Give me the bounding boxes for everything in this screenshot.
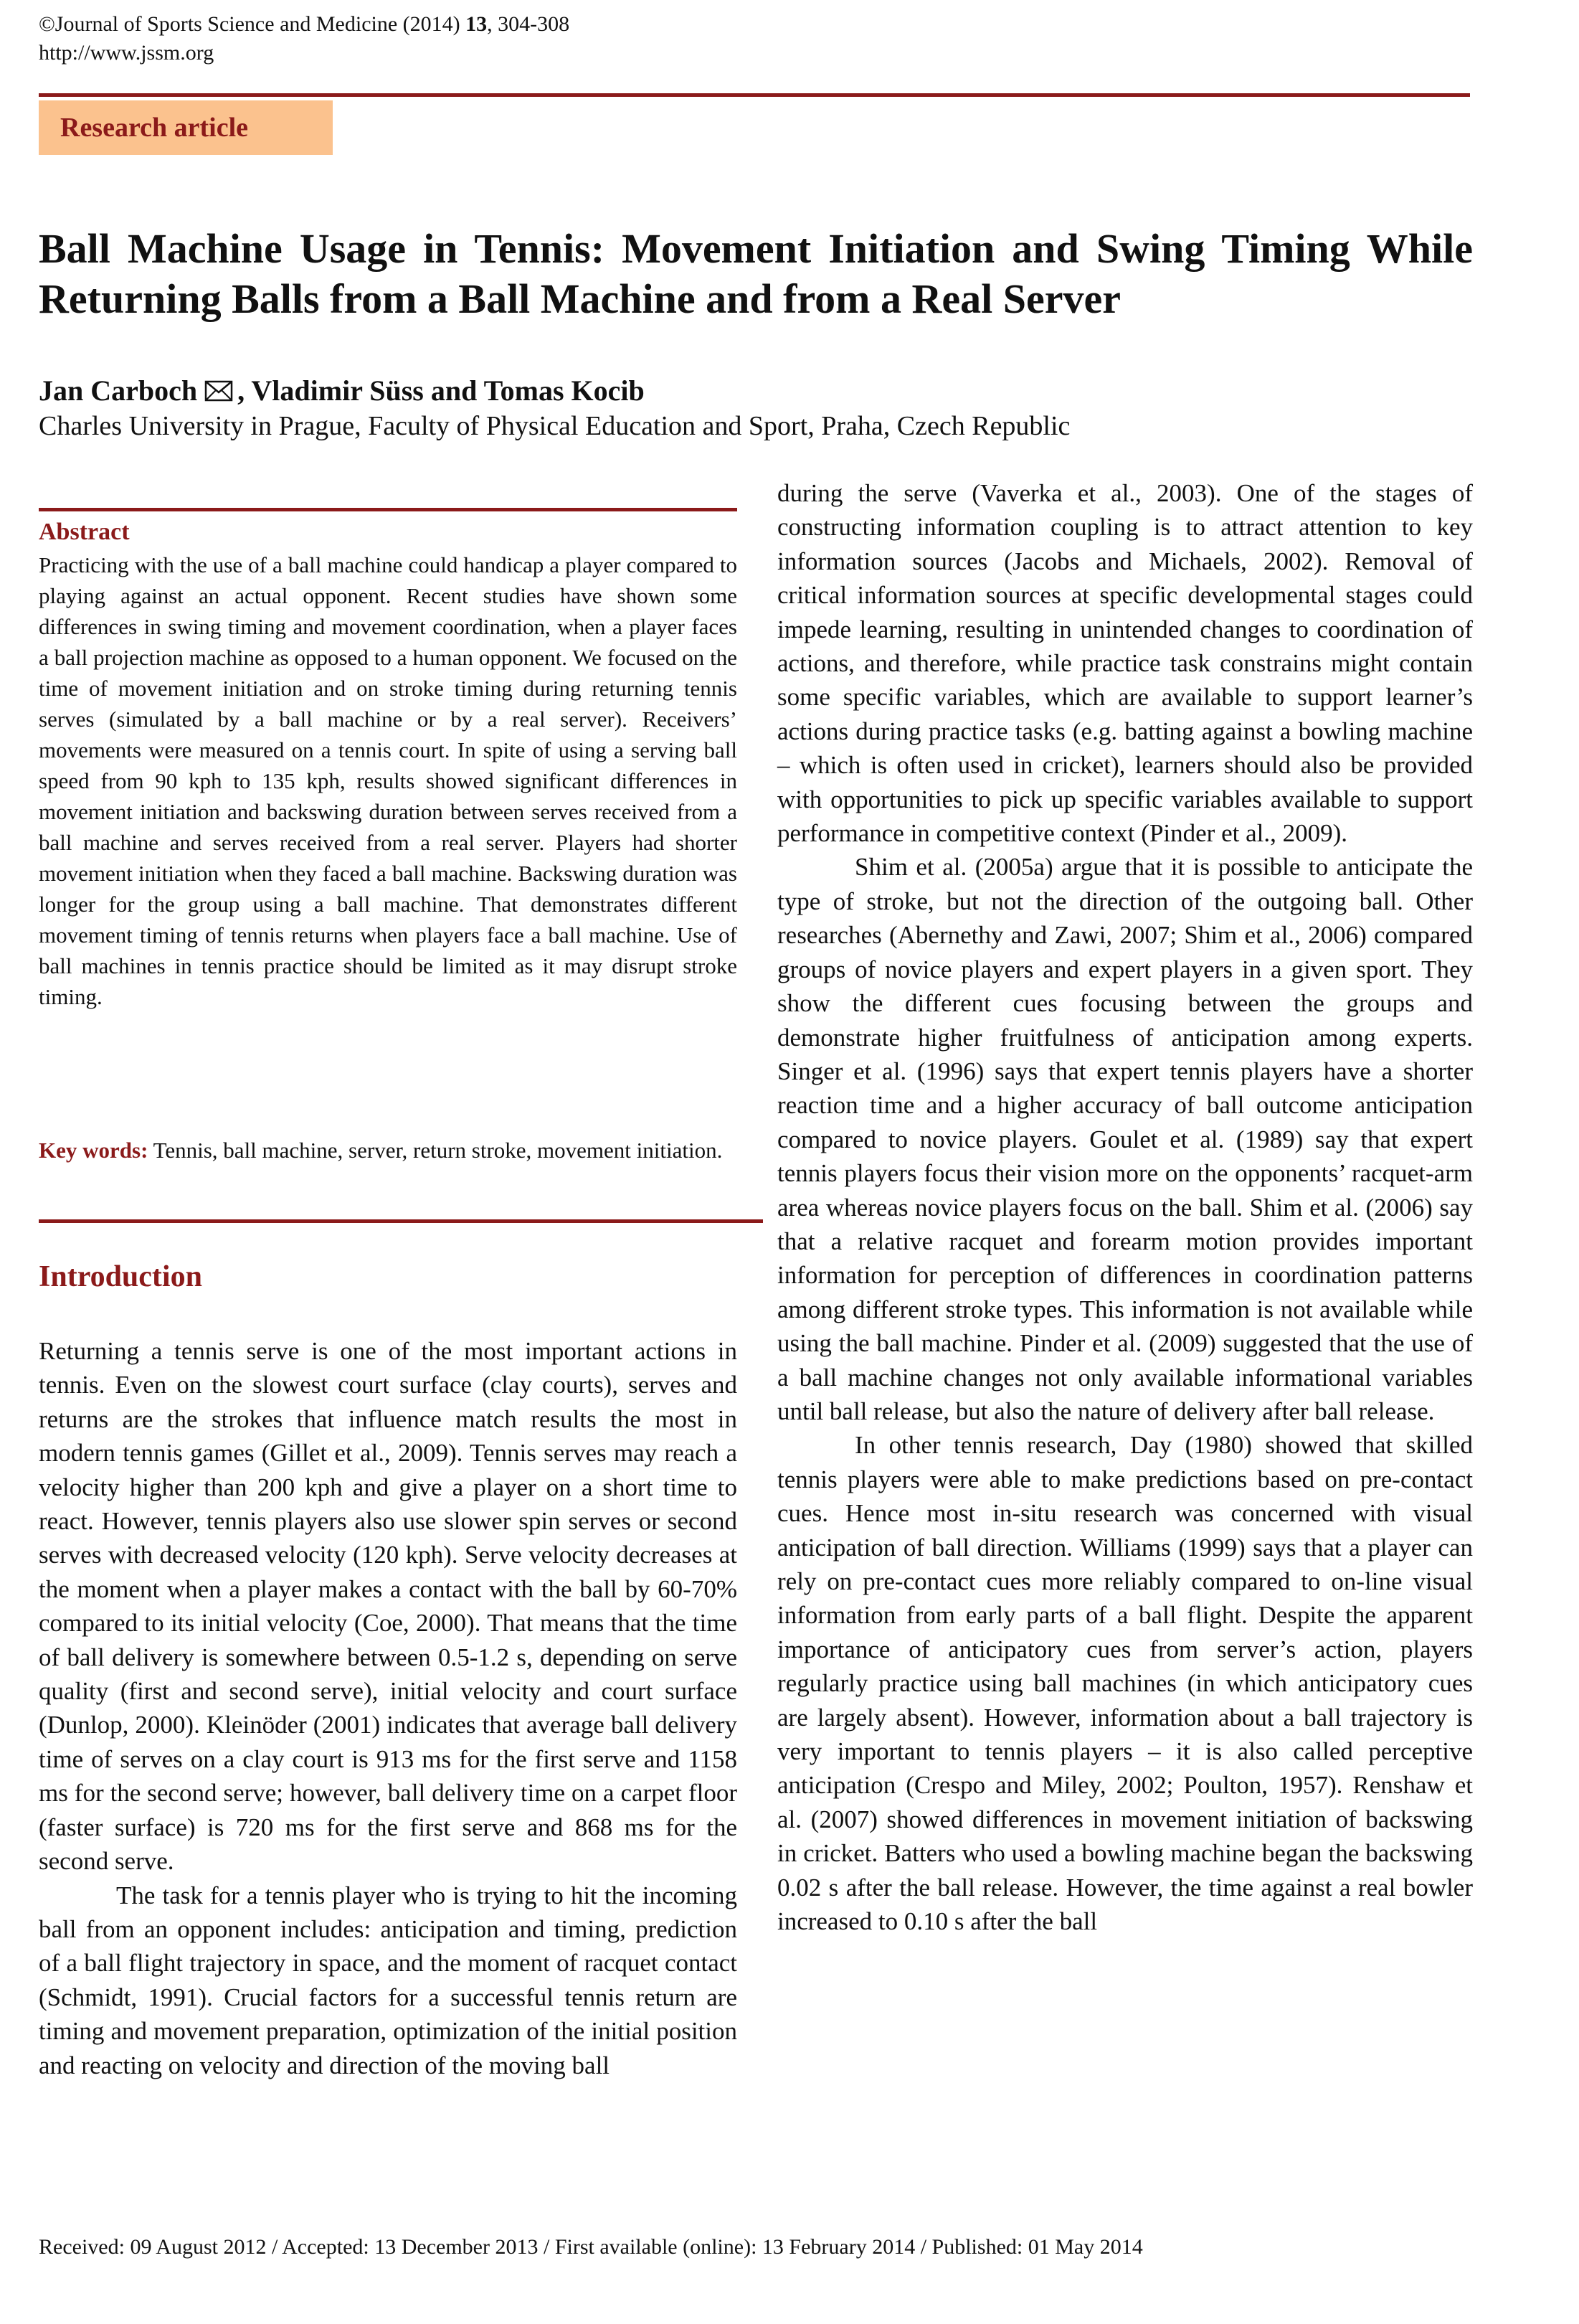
journal-name: ©Journal of Sports Science and Medicine (2014) [39, 12, 466, 36]
publication-dates: Received: 09 August 2012 / Accepted: 13 December 2013 / First available (online): 13 February 2014 / Published: 01 May 2014 [39, 2235, 1143, 2259]
body-paragraph: Returning a tennis serve is one of the most important actions in tennis. Even on the slowest court surface (clay courts), serves and returns are the strokes that influence match results the most in modern tennis games (Gillet et al., 2009). Tennis serves may reach a velocity higher than 200 kph and give a player on a short time to react. However, tennis players also use slower spin serves or second serves with decreased velocity (120 kph). Serve velocity decreases at the moment when a player makes a contact with the ball by 60-70% compared to its initial velocity (Coe, 2000). That means that the time of ball delivery is somewhere between 0.5-1.2 s, depending on serve quality (first and second serve), initial velocity and court surface (Dunlop, 2000). Kleinöder (2001) indicates that average ball delivery time of serves on a clay court is 913 ms for the first serve and 1158 ms for the second serve; however, ball delivery time on a carpet floor (faster surface) is 720 ms for the first serve and 868 ms for the second serve. [39, 1337, 737, 1876]
author-list [39, 373, 645, 409]
body-paragraph: Shim et al. (2005a) argue that it is possible to anticipate the type of stroke, but not the direction of the outgoing ball. Other researches (Abernethy and Zawi, 2007; Shim et al., 2006) compared groups of novice players and expert players in a given sport. They show the different cues focusing between the groups and demonstrate higher fruitfulness of anticipation among experts. Singer et al. (1996) says that expert tennis players have a shorter reaction time and a higher accuracy of ball outcome anticipation compared to novice players. Goulet et al. (1989) say that expert tennis players focus their vision more on the opponents’ racquet-arm area whereas novice players focus on the ball. Shim et al. (2006) say that a relative racquet and forearm motion provides important information for perception of differences in coordination patterns among different stroke types. This information is not available while using the ball machine. Pinder et al. (2009) suggested that the use of a ball machine changes not only available informational variables until ball release, but also the nature of delivery after ball release. [777, 853, 1473, 1425]
envelope-icon[interactable] [204, 380, 233, 402]
abstract-top-divider [39, 508, 737, 511]
abstract-heading: Abstract [39, 519, 130, 545]
abstract-bottom-divider [39, 1219, 763, 1223]
abstract-text: Practicing with the use of a ball machine could handicap a player compared to playing against an actual opponent. Recent studies have shown some differences in swing timing and movement coordination, when a player faces a ball projection machine as opposed to a human opponent. We focused on the time of movement initiation and on stroke timing during returning tennis serves (simulated by a ball machine or by a real server). Receivers’ movements were measured on a tennis court. In spite of using a serving ball speed from 90 kph to 135 kph, results showed significant differences in movement initiation and backswing duration between serves received from a ball machine and serves received from a real server. Players had shorter movement initiation when they faced a ball machine. Backswing duration was longer for the group using a ball machine. That demonstrates different movement timing of tennis returns when players face a ball machine. Use of ball machines in tennis practice should be limited as it may disrupt stroke timing. [39, 552, 737, 1009]
left-column [39, 1334, 737, 2082]
article-type-tag [39, 100, 333, 155]
journal-url[interactable]: http://www.jssm.org [39, 41, 214, 65]
journal-citation [39, 11, 569, 37]
body-paragraph: during the serve (Vaverka et al., 2003). One of the stages of constructing information coupling is to attract attention to key information sources (Jacobs and Michaels, 2002). Removal of critical information sources at specific developmental stages could impede learning, resulting in unintended changes to coordination of actions, and therefore, while practice task constrains might contain some specific variables, which are available to support learner’s actions during practice tasks (e.g. batting against a bowling machine – which is often used in cricket), learners should also be provided with opportunities to pick up specific variables available to support performance in competitive context (Pinder et al., 2009). [777, 479, 1473, 848]
keywords-list: Tennis, ball machine, server, return stroke, movement initiation. [148, 1138, 723, 1163]
corresponding-author: Jan Carboch [39, 374, 198, 407]
journal-pages: , 304-308 [487, 12, 570, 36]
body-paragraph: The task for a tennis player who is trying to hit the incoming ball from an opponent includes: anticipation and timing, prediction of a ball flight trajectory in space, and the moment of racquet contact (Schmidt, 1991). Crucial factors for a successful tennis return are timing and movement preparation, optimization of the initial position and reacting on velocity and direction of the moving ball [39, 1881, 737, 2079]
co-authors: , Vladimir Süss and Tomas Kocib [237, 374, 645, 407]
journal-volume: 13 [465, 12, 488, 36]
section-heading-introduction: Introduction [39, 1260, 202, 1293]
author-affiliation: Charles University in Prague, Faculty of Physical Education and Sport, Praha, Czech Republic [39, 411, 1071, 441]
keywords [39, 1135, 737, 1166]
header-divider [39, 93, 1470, 97]
article-title-line-2: Returning Balls from a Ball Machine and from a Real Server [39, 275, 1121, 322]
keywords-label: Key words: [39, 1138, 148, 1163]
right-column [777, 476, 1473, 1938]
article-title [39, 224, 1473, 324]
body-paragraph: In other tennis research, Day (1980) showed that skilled tennis players were able to make predictions based on pre-contact cues. Hence most in-situ research was concerned with visual anticipation of ball direction. Williams (1999) says that a player can rely on pre-contact cues more reliably compared to on-line visual information from early parts of a ball flight. Despite the apparent importance of anticipatory cues from server’s action, players regularly practice using ball machines (in which anticipatory cues are largely absent). However, information about a ball trajectory is very important to tennis players – it is also called perceptive anticipation (Crespo and Miley, 2002; Poulton, 1957). Renshaw et al. (2007) showed differences in movement initiation of backswing in cricket. Batters who used a bowling machine began the backswing 0.02 s after the ball release. However, the time against a real bowler increased to 0.10 s after the ball [777, 1431, 1473, 1936]
article-type-label: Research article [60, 113, 249, 143]
article-title-line-1: Ball Machine Usage in Tennis: Movement Initiation and Swing Timing While [39, 225, 1473, 272]
